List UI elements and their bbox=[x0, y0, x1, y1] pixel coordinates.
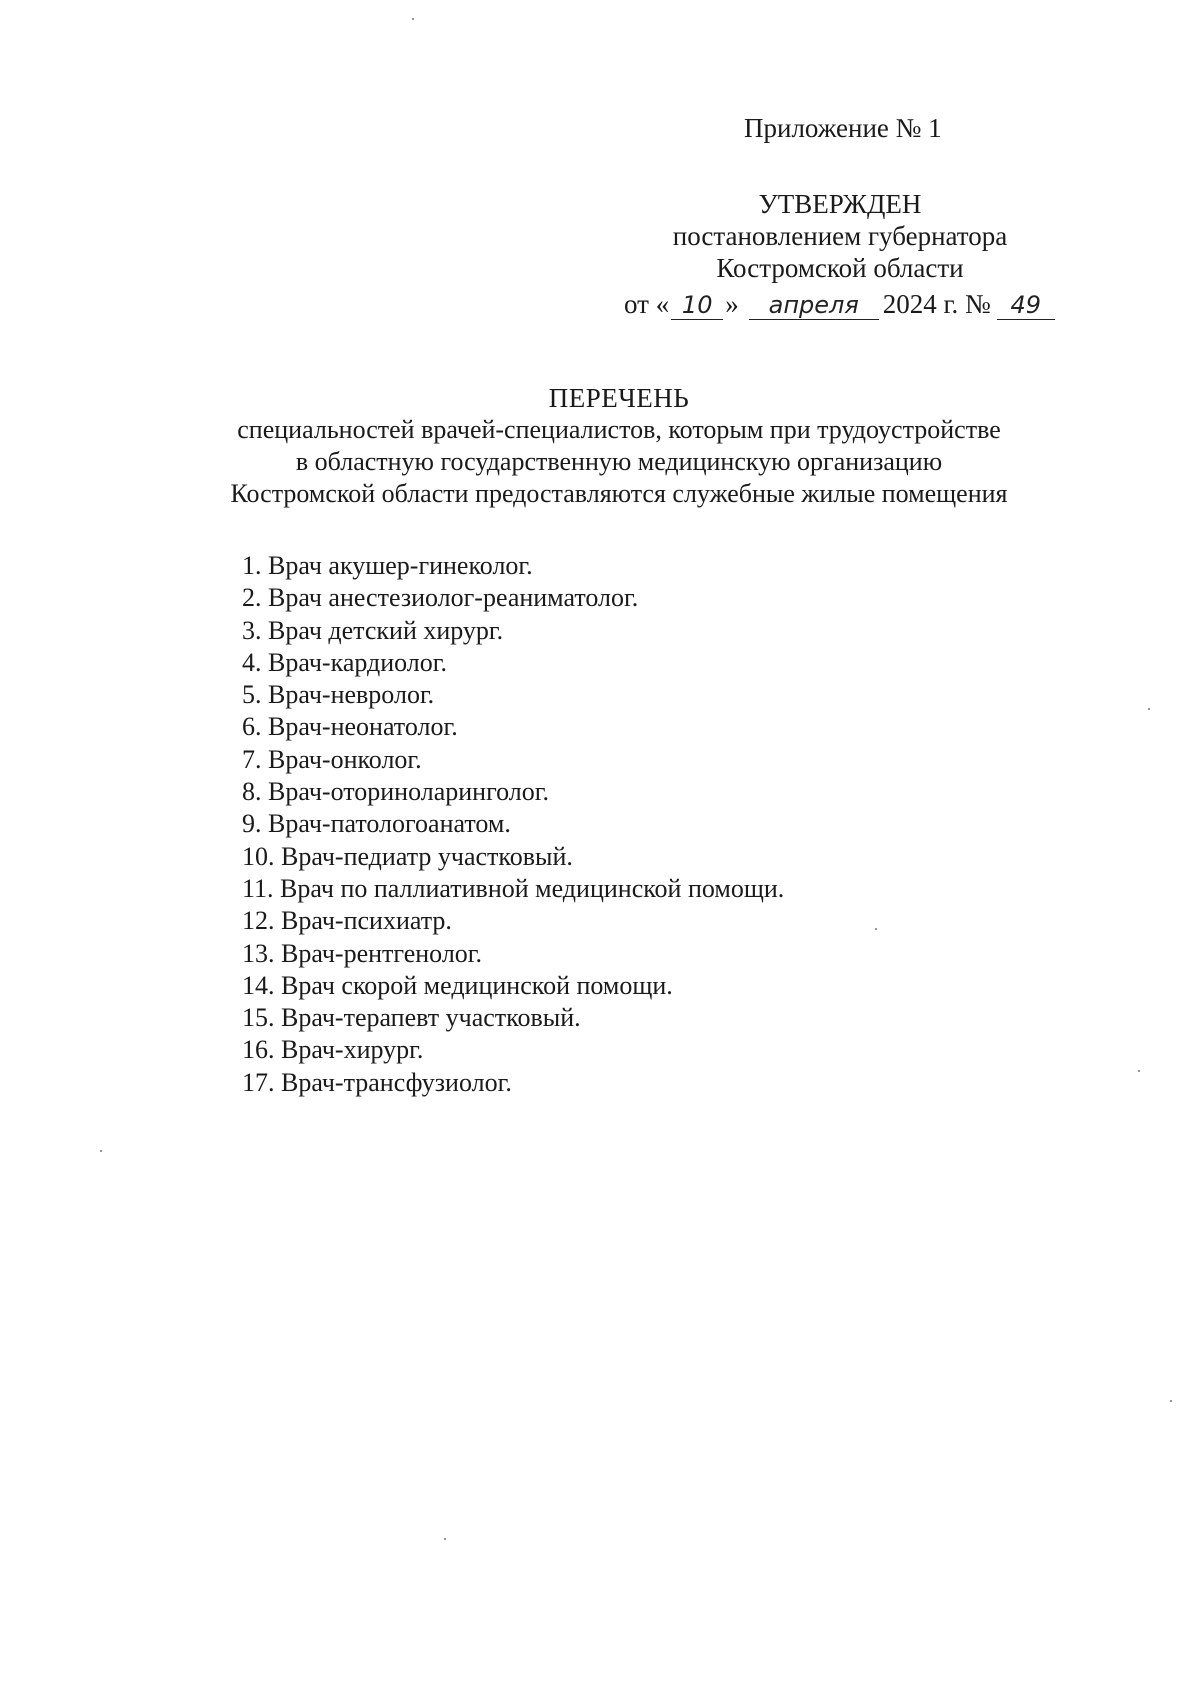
list-item: 10. Врач-педиатр участковый. bbox=[242, 841, 573, 871]
approval-block bbox=[600, 188, 1080, 284]
list-item: 8. Врач-оториноларинголог. bbox=[242, 777, 549, 807]
list-title-block bbox=[0, 382, 1200, 510]
decree-number-field bbox=[997, 290, 1055, 320]
scan-speck bbox=[1148, 708, 1150, 710]
scan-speck bbox=[1170, 1400, 1172, 1402]
list-item: 2. Врач анестезиолог-реаниматолог. bbox=[242, 583, 639, 613]
list-item: 7. Врач-онколог. bbox=[242, 744, 422, 774]
approved-by-line-2: Костромской области bbox=[716, 253, 964, 283]
list-subtitle-line-2: в областную государственную медицинскую организацию bbox=[295, 447, 943, 476]
list-item: 11. Врач по паллиативной медицинской помощи. bbox=[242, 873, 785, 903]
date-month-handwritten: апреля bbox=[768, 291, 859, 319]
list-heading: ПЕРЕЧЕНЬ bbox=[548, 383, 690, 413]
specialty-list bbox=[242, 550, 784, 1099]
approved-label: УТВЕРЖДЕН bbox=[758, 189, 922, 219]
decree-date-line bbox=[624, 287, 1055, 321]
list-item: 12. Врач-психиатр. bbox=[242, 906, 452, 936]
date-month-field bbox=[749, 290, 879, 320]
list-item: 3. Врач детский хирург. bbox=[242, 615, 504, 645]
scan-speck bbox=[412, 18, 414, 20]
list-item: 14. Врач скорой медицинской помощи. bbox=[242, 970, 673, 1000]
list-item: 15. Врач-терапевт участковый. bbox=[242, 1003, 581, 1033]
date-day-handwritten: 10 bbox=[681, 291, 713, 319]
date-quote-close: » bbox=[725, 289, 739, 319]
date-year-text: 2024 г. № bbox=[882, 289, 991, 319]
list-item: 6. Врач-неонатолог. bbox=[242, 712, 458, 742]
list-subtitle-line-3: Костромской области предоставляются служебные жилые помещения bbox=[230, 479, 1008, 508]
list-item: 5. Врач-невролог. bbox=[242, 680, 435, 710]
date-day-field bbox=[671, 290, 723, 320]
list-item: 9. Врач-патологоанатом. bbox=[242, 809, 511, 839]
approved-by-line-1: постановлением губернатора bbox=[672, 221, 1008, 251]
scan-speck bbox=[875, 928, 877, 930]
list-item: 13. Врач-рентгенолог. bbox=[242, 938, 483, 968]
list-item: 17. Врач-трансфузиолог. bbox=[242, 1067, 512, 1097]
list-subtitle-line-1: специальностей врачей-специалистов, которым при трудоустройстве bbox=[237, 415, 1001, 444]
appendix-label: Приложение № 1 bbox=[744, 113, 942, 143]
list-item: 1. Врач акушер-гинеколог. bbox=[242, 551, 533, 580]
scan-speck bbox=[1138, 1070, 1140, 1072]
list-item: 16. Врач-хирург. bbox=[242, 1035, 424, 1065]
list-item: 4. Врач-кардиолог. bbox=[242, 647, 448, 677]
scan-speck bbox=[444, 1538, 446, 1540]
decree-number-handwritten: 49 bbox=[1010, 291, 1042, 319]
scan-speck bbox=[100, 1150, 102, 1152]
date-prefix: от « bbox=[624, 289, 670, 319]
